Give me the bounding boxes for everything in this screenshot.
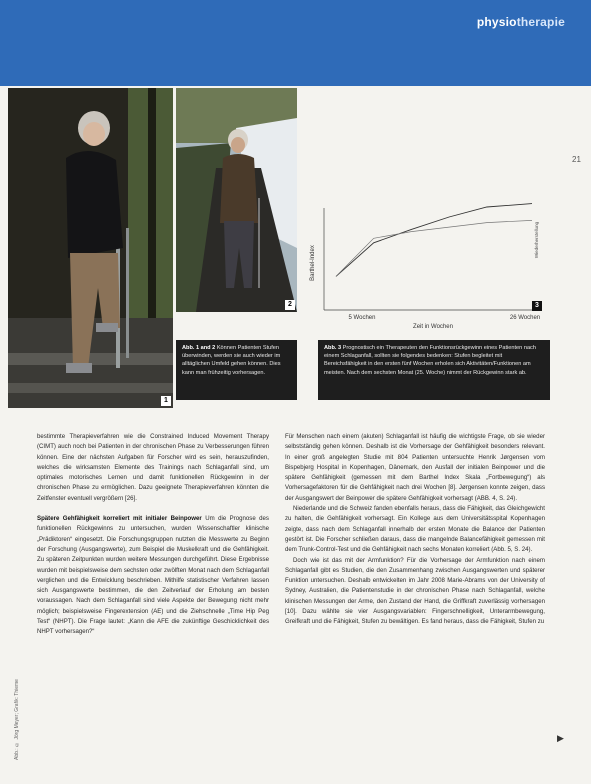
photo-walking-illustration [176, 88, 297, 312]
photo-stairs [8, 88, 173, 408]
y-axis-label: Barthel-Index [310, 245, 316, 281]
paragraph: Spätere Gehfähigkeit korreliert mit initialer Beinpower Um die Prognose des funktionellen Rückgewinns zu untersuchen, wurden Wissenschaftler klinische „Prädiktoren“ eingesetzt. Die Forschungsgruppen nutzten die Messwerte zu Beginn der Forschung (Ausgangswerte), zum Beispiel die Muskelkraft und die Gehfähigkeit. Zu späteren Zeitpunkten wurden weitere Messungen durchgeführt. Diese Ergebnisse wurden mit beispielsweise dem sechsten oder zwölften Monat nach dem Schlaganfall verglichen und die Entwicklung beschrieben. Mithilfe statistischer Verfahren lassen sich Ausgangswerte bestimmen, die den Zeitverlauf der Erholung am besten voraussagen. Nach dem Schlaganfall sind viele Aspekte der Bewegung nicht mehr möglich; beispielsweise Fingerextension (AE) und die Ziehschnelle „Time Hip Peg Test“ (NHPT). Die Frage lautet: „Kann die AFE die zukünftige Geschicklichkeit des NHPT vorhersagen?“ [37, 515, 269, 636]
section-heading: Spätere Gehfähigkeit korreliert mit initialer Beinpower [37, 515, 202, 523]
caption-figures-1-2: Abb. 1 and 2 Können Patienten Stufen überwinden, werden sie auch wieder im alltäglichen Umfeld gehen können. Dies kann man frühzeitig vorhersagen. [176, 340, 297, 400]
photo-credit: Abb.: © Jörg Meyer; Grafik: Thieme [14, 679, 20, 760]
paragraph: bestimmte Therapieverfahren wie die Constrained Induced Movement Therapy (CIMT) auch noch bei Patienten in der chronischen Phase zu Verbesserungen führen können. Eine der nächsten Aufgaben für Forscher wird es sein, herauszufinden, welches die wirksamsten Elemente des Trainings nach Schlaganfall sind, um optimales motorisches Lernen und damit funktionellen Rückgewinn in der chronischen Phase zu ermöglichen. Dazu geeignete Therapieverfahren könnten die Zeitfenster eventuell vergrößern [26]. [37, 433, 269, 502]
photo-walking [176, 88, 297, 312]
side-label: Wiederherstellung [534, 221, 539, 259]
body-column-right [285, 432, 545, 628]
caption-figure-3: Abb. 3 Prognostisch ein Therapeuten den Funktionsrückgewinn eines Patienten nach einem Schlaganfall, sollten sie folgendes bedenken: Stufen begleitet mit Bereichsfähigkeit in den ersten fünf Wochen erholen sich Aktivitäten/Funktionen am meisten. Nach dem sechsten Monat (25. Woche) nimmt der Rückgewinn stark ab. [318, 340, 550, 400]
continue-arrow-icon: ▶ [557, 733, 564, 743]
body-column-left [37, 432, 269, 638]
x-tick-label: 5 Wochen [348, 315, 376, 321]
recovery-chart [300, 88, 550, 333]
figure-3-number: 3 [532, 301, 542, 311]
x-axis-label: Zeit in Wochen [413, 324, 453, 330]
paragraph: Doch wie ist das mit der Armfunktion? Für die Vorhersage der Armfunktion nach einem Schlaganfall gibt es Studien, die den Zusammenhang zwischen Ausgangswerten und späterer Funktion untersuchen. Deshalb entwickelten im Jahr 2008 Marie-Abrams von der University of Sydney, Australien, die Patientenstudie in der chronischen Phase nach Schlaganfall, welche klinischen Messungen der Arme, den Zustand der Hand, die Griffkraft zuverlässig vorhersagen [10]. Dazu wählte sie vier Ausgangsvariablen: Fingerschnelligkeit, Unterarmbewegung, Greifkraft und die Fähigkeit, Stufen zu bewältigen. Es fand heraus, dass die Fähigkeit, Stufen zu [285, 556, 545, 626]
photo-stairs-illustration [8, 88, 173, 408]
figure-1-number: 1 [161, 396, 171, 406]
figure-2-number: 2 [285, 300, 295, 310]
page-header [0, 0, 591, 86]
magazine-brand: physiotherapie [476, 15, 565, 29]
recovery-chart-svg [300, 88, 550, 333]
series-line-1 [336, 204, 532, 277]
page-number: 21 [572, 155, 581, 164]
paragraph: Niederlande und die Schweiz fanden ebenfalls heraus, dass die Fähigkeit, das Gleichgewicht zu halten, die Gehfähigkeit vorhersagt. Ein Kollege aus dem Universitätsspital Kopenhagen zeigte, dass nach dem Schlaganfall innerhalb der ersten Monate die Balance der Patienten gestört ist. Die Forscher schließen daraus, dass die mangelnde Balancefähigkeit gemessen mit dem Trunk-Control-Test und die Gehfähigkeit nach sechs Monaten korreliert (Abb. 5, S. 24). [285, 505, 545, 554]
x-tick-label: 26 Wochen [509, 315, 541, 321]
paragraph: Für Menschen nach einem (akuten) Schlaganfall ist häufig die wichtigste Frage, ob sie wieder selbstständig gehen können. Deshalb ist die Vorhersage der Gehfähigkeit besonders relevant. In einer groß angelegten Studie mit 804 Patienten untersuchte Henrik Jørgensen vom Bispebjerg Hospital in Kopenhagen, Dänemark, den Ausfall der initialen Beinpower und die spätere Gehfähigkeit (gemessen mit dem Barthel Index Skala „Fortbewegung“) als Vorhersagefaktoren für die Gehfähigkeit nach drei Wochen [8]. Jørgensen konnte zeigen, dass der Ausgangswert der Beinpower die spätere Gehfähigkeit vorhersagt (ABB. 4, S. 24). [285, 433, 545, 502]
series-line-2 [336, 220, 532, 276]
